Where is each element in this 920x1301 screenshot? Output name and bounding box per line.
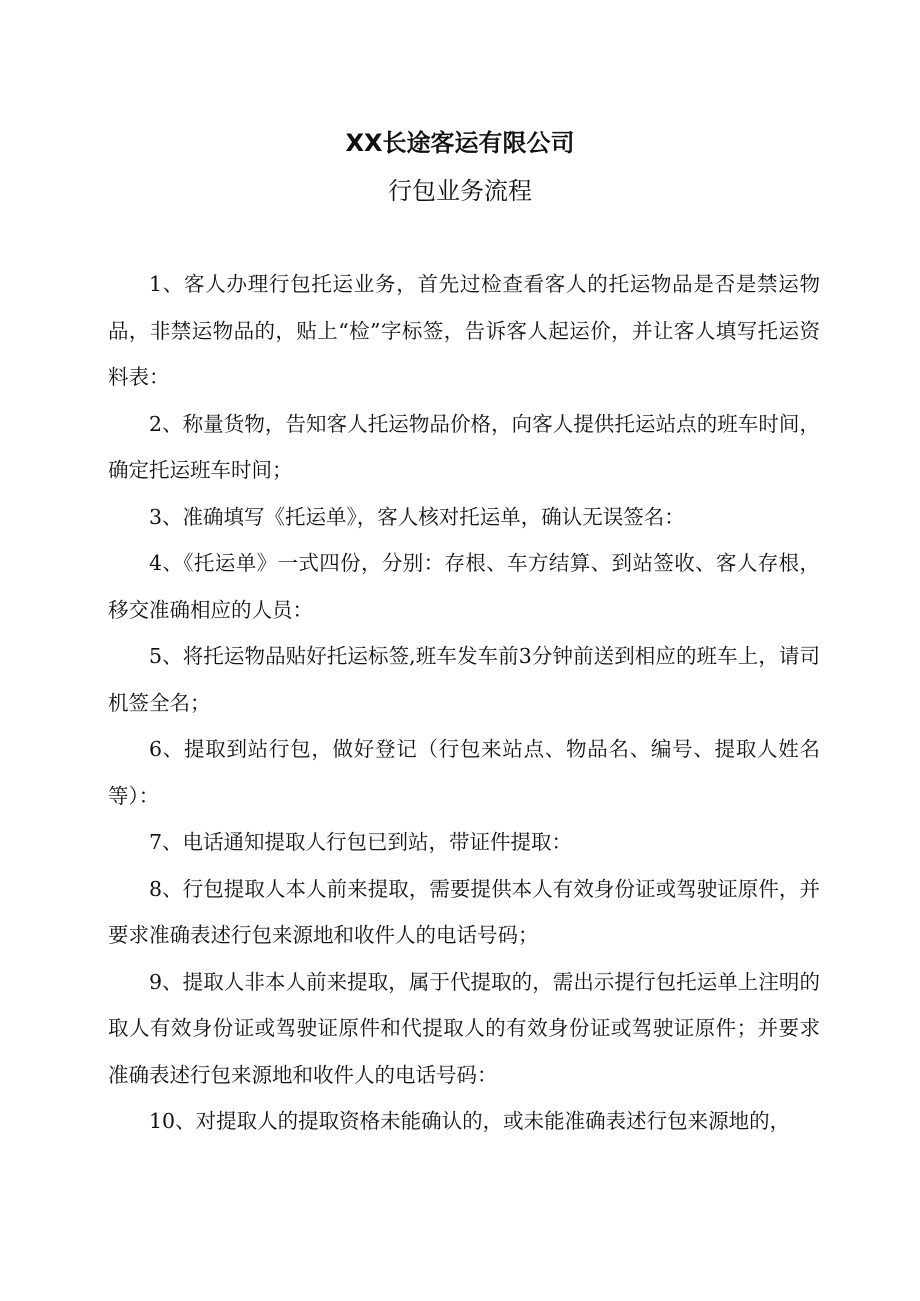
document-title: XX长途客运有限公司	[345, 129, 575, 157]
document-subtitle: 行包业务流程	[388, 177, 532, 205]
paragraph-3: 3、准确填写《托运单》，客人核对托运单，确认无误签名：	[149, 504, 685, 529]
document-body	[108, 261, 820, 1145]
paragraph-6: 6、提取到站行包，做好登记（行包来站点、物品名、编号、提取人姓名等）：	[108, 737, 820, 808]
paragraph-7: 7、电话通知提取人行包已到站，带证件提取：	[149, 830, 573, 854]
paragraph-4: 4、《托运单》一式四份，分别：存根、车方结算、到站签收、客人存根，移交准确相应的人员：	[108, 551, 820, 622]
paragraph-5: 5、将托运物品贴好托运标签,班车发车前3分钟前送到相应的班车上，请司机签全名；	[108, 644, 820, 715]
paragraph-2: 2、称量货物，告知客人托运物品价格，向客人提供托运站点的班车时间，确定托运班车时间；	[108, 411, 820, 482]
paragraph-8: 8、行包提取人本人前来提取，需要提供本人有效身份证或驾驶证原件，并要求准确表述行包来源地和收件人的电话号码；	[108, 876, 820, 947]
paragraph-10: 10、对提取人的提取资格未能确认的，或未能准确表述行包来源地的，	[149, 1109, 791, 1133]
paragraph-9: 9、提取人非本人前来提取，属于代提取的，需出示提行包托运单上注明的取人有效身份证或驾驶证原件和代提取人的有效身份证或驾驶证原件；并要求准确表述行包来源地和收件人的电话号码：	[108, 969, 820, 1087]
paragraph-1: 1、客人办理行包托运业务，首先过检查看客人的托运物品是否是禁运物品，非禁运物品的，贴上“检”字标签，告诉客人起运价，并让客人填写托运资料表：	[108, 272, 820, 389]
